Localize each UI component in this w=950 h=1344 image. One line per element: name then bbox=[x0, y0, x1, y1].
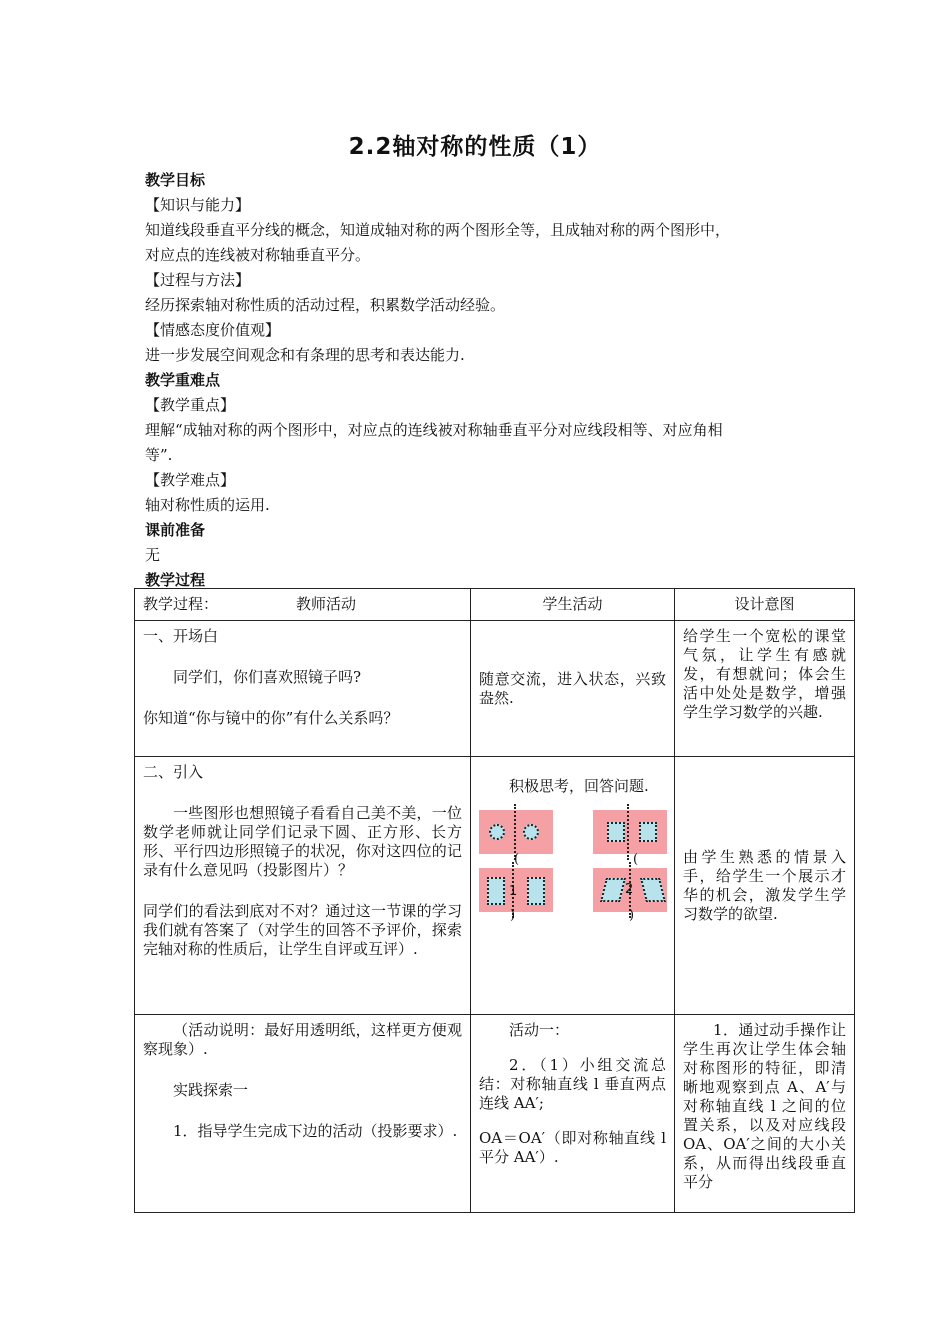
student-text: 2．（1）小组交流总结：对称轴直线 l 垂直两点连线 AA′; bbox=[479, 1056, 666, 1112]
teacher-text: 实践探索一 bbox=[173, 1081, 249, 1099]
teacher-text: （活动说明：最好用透明纸，这样更方便观察现象）. bbox=[143, 1021, 462, 1058]
subheading-difficulty: 【教学难点】 bbox=[145, 471, 236, 489]
header-teacher: 教师活动 bbox=[296, 595, 357, 613]
teacher-cell bbox=[135, 757, 471, 1015]
subheading-process: 【过程与方法】 bbox=[145, 271, 251, 289]
mirror-figure-square bbox=[593, 810, 667, 854]
section-title: 二、引入 bbox=[143, 763, 204, 781]
teacher-cell bbox=[135, 1015, 471, 1213]
heading-preparation: 课前准备 bbox=[145, 521, 206, 539]
figure-label-1: 1 bbox=[509, 884, 518, 899]
teacher-text: 同学们，你们喜欢照镜子吗? bbox=[173, 668, 362, 686]
objectives-section bbox=[145, 168, 825, 593]
page-title: 2.2轴对称的性质（1） bbox=[348, 134, 602, 160]
student-cell bbox=[471, 1015, 675, 1213]
header-student: 学生活动 bbox=[471, 589, 675, 621]
intent-cell bbox=[675, 1015, 855, 1213]
mirror-figure-parallelogram: 2 ( ) bbox=[593, 868, 667, 912]
text-line: 进一步发展空间观念和有条理的思考和表达能力. bbox=[145, 346, 465, 364]
heading-key-points: 教学重难点 bbox=[145, 371, 221, 389]
figure-label-2: 2 bbox=[625, 882, 634, 897]
mirror-figures bbox=[479, 810, 666, 930]
square-shape bbox=[607, 822, 625, 842]
table-row bbox=[135, 1015, 855, 1213]
text-line: 知道线段垂直平分线的概念，知道成轴对称的两个图形全等，且成轴对称的两个图形中， bbox=[145, 221, 731, 239]
subheading-focus: 【教学重点】 bbox=[145, 396, 236, 414]
student-text: OA＝OA′（即对称轴直线 l 平分 AA′）. bbox=[479, 1129, 666, 1166]
intent-cell bbox=[675, 621, 855, 757]
text-line: 理解“成轴对称的两个图形中，对应点的连线被对称轴垂直平分对应线段相等、对应角相 bbox=[145, 421, 723, 439]
text-line: 等”. bbox=[145, 446, 173, 464]
intent-cell bbox=[675, 757, 855, 1015]
teacher-text: 1．指导学生完成下边的活动（投影要求）. bbox=[173, 1122, 458, 1140]
teacher-cell bbox=[135, 621, 471, 757]
circle-shape bbox=[523, 824, 539, 840]
teacher-text: 你知道“你与镜中的你”有什么关系吗？ bbox=[143, 709, 399, 727]
rectangle-shape bbox=[487, 877, 505, 905]
student-cell bbox=[471, 621, 675, 757]
intent-text: 给学生一个宽松的课堂气氛，让学生有感就发，有想就问；体会生活中处处是数学，增强学生学习数学的兴趣. bbox=[683, 627, 846, 721]
header-process: 教学过程： bbox=[143, 595, 219, 613]
mirror-figure-circle bbox=[479, 810, 553, 854]
text-line: 无 bbox=[145, 546, 161, 564]
subheading-knowledge: 【知识与能力】 bbox=[145, 196, 251, 214]
intent-text: 1．通过动手操作让学生再次让学生体会轴对称图形的特征，即清晰地观察到点 A、A′与对称轴直线 l 之间的位置关系，以及对应线段 OA、OA′之间的大小关系，从而得出线段垂直平分 bbox=[683, 1021, 846, 1191]
square-shape bbox=[639, 822, 657, 842]
header-intent: 设计意图 bbox=[675, 589, 855, 621]
parallelogram-shape bbox=[640, 878, 666, 902]
rectangle-shape bbox=[527, 877, 545, 905]
table-row bbox=[135, 621, 855, 757]
mirror-figure-rectangle: 1 ( ) bbox=[479, 868, 553, 912]
text-line: 经历探索轴对称性质的活动过程，积累数学活动经验。 bbox=[145, 296, 506, 314]
student-text: 活动一： bbox=[509, 1021, 570, 1039]
header-cell-teacher bbox=[135, 589, 471, 621]
heading-process: 教学过程 bbox=[145, 571, 206, 589]
heading-objectives: 教学目标 bbox=[145, 171, 206, 189]
intent-text: 由学生熟悉的情景入手，给学生一个展示才华的机会，激发学生学习数学的欲望. bbox=[683, 847, 846, 923]
student-text: 积极思考，回答问题. bbox=[509, 777, 649, 795]
text-line: 对应点的连线被对称轴垂直平分。 bbox=[145, 246, 371, 264]
teacher-text: 同学们的看法到底对不对？通过这一节课的学习我们就有答案了（对学生的回答不予评价，探索完轴对称的性质后，让学生自评或互评）. bbox=[143, 902, 462, 958]
student-text: 随意交流，进入状态，兴致盎然. bbox=[479, 669, 666, 707]
teacher-text: 一些图形也想照镜子看看自己美不美，一位数学老师就让同学们记录下圆、正方形、长方形、平行四边形照镜子的状况，你对这四位的记录有什么意见吗（投影图片）？ bbox=[143, 804, 462, 879]
parallelogram-shape bbox=[600, 878, 626, 902]
section-title: 一、开场白 bbox=[143, 627, 219, 645]
circle-shape bbox=[489, 824, 505, 840]
process-table bbox=[134, 588, 855, 1213]
table-row bbox=[135, 757, 855, 1015]
subheading-attitude: 【情感态度价值观】 bbox=[145, 321, 281, 339]
student-cell bbox=[471, 757, 675, 1015]
table-header-row bbox=[135, 589, 855, 621]
text-line: 轴对称性质的运用. bbox=[145, 496, 270, 514]
